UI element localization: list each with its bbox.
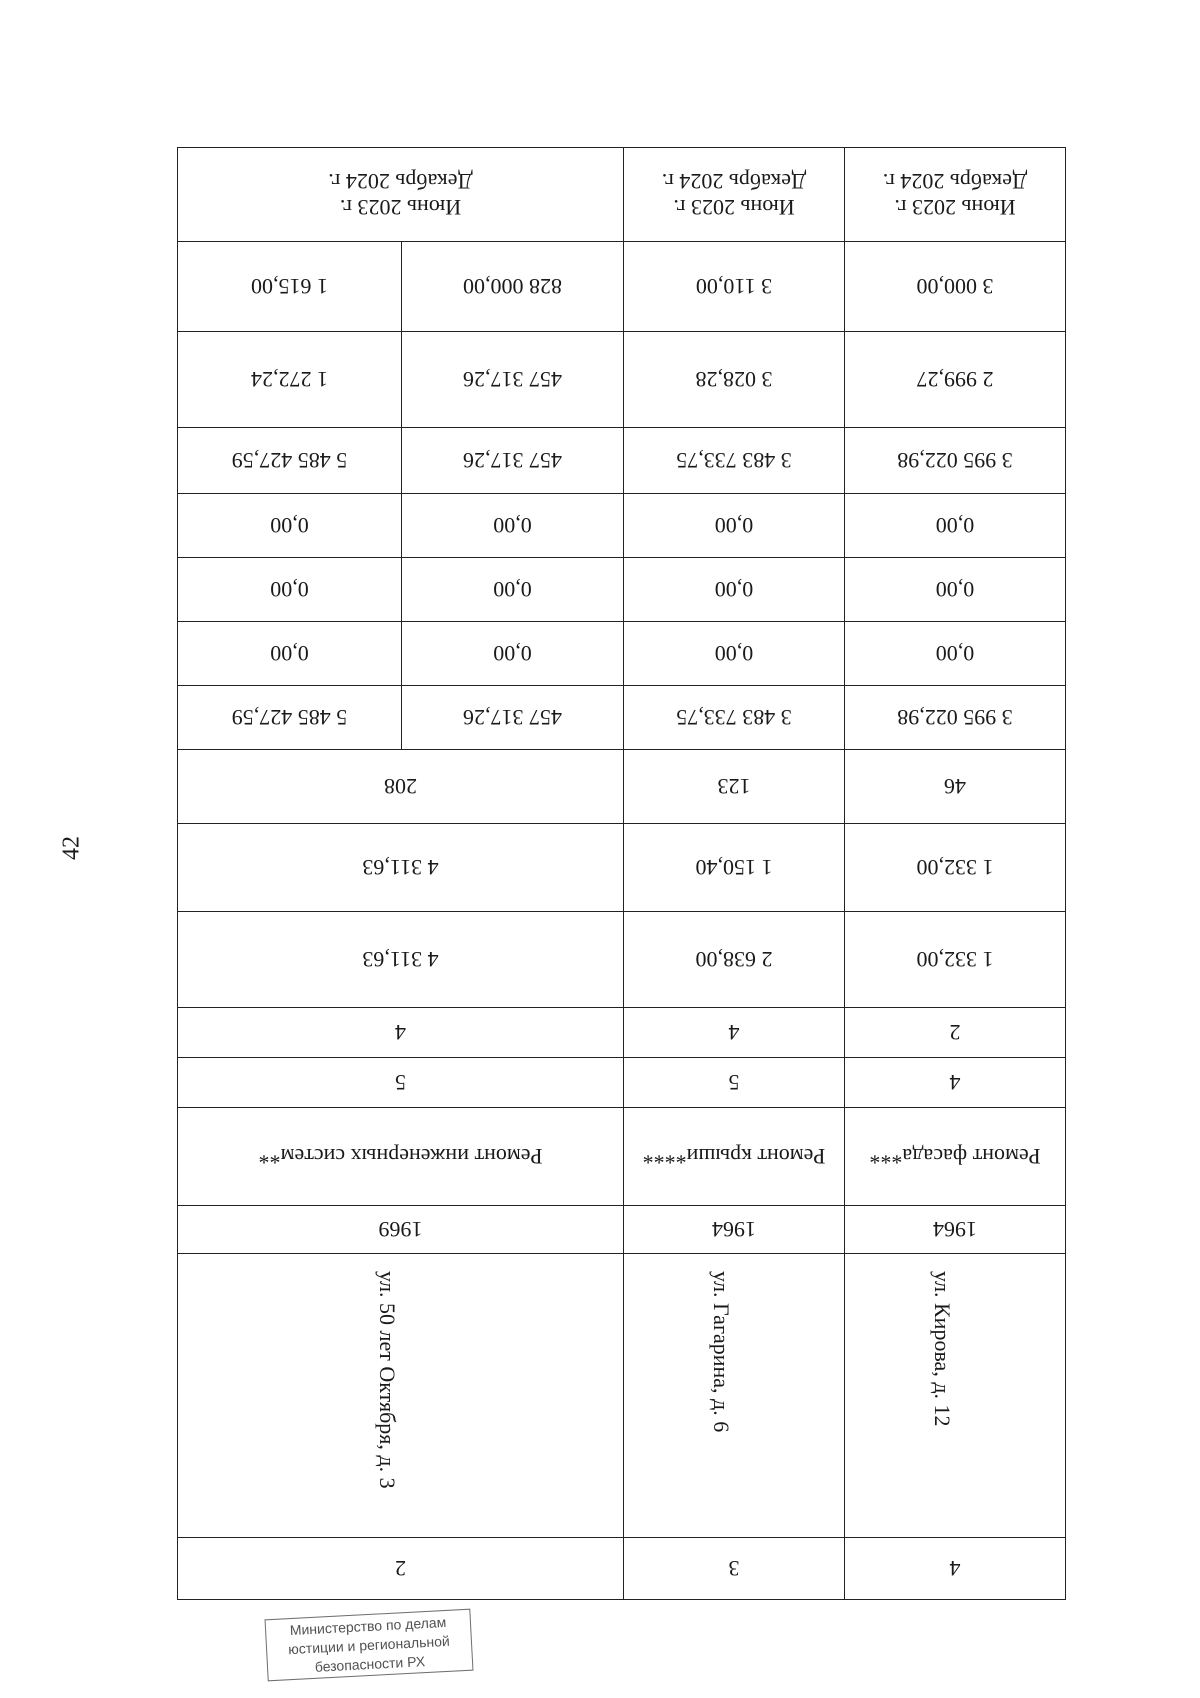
cell-col8: 1 150,40	[624, 824, 845, 912]
cell-year: 1969	[178, 1206, 624, 1254]
row-col8	[178, 824, 1066, 912]
row-zero1	[178, 622, 1066, 686]
row-address	[178, 1254, 1066, 1538]
cell-address	[845, 1254, 1066, 1538]
cell-work-type: Ремонт фасада***	[845, 1108, 1066, 1206]
row-col6	[178, 1008, 1066, 1058]
period-start: Июнь 2023 г.	[339, 195, 462, 221]
cell-sum: 457 317,26	[402, 428, 624, 494]
cell-col9: 46	[845, 750, 1066, 824]
address-text: ул. Кирова, д. 12	[930, 1271, 955, 1427]
row-work-type	[178, 1108, 1066, 1206]
cell-col8: 1 332,00	[845, 824, 1066, 912]
cell-col6: 2	[845, 1008, 1066, 1058]
rotated-table	[178, 148, 1066, 1600]
row-zero3	[178, 494, 1066, 558]
cell-index: 2	[178, 1538, 624, 1600]
cell-sum: 3 995 022,98	[845, 428, 1066, 494]
cell-col5: 5	[624, 1058, 845, 1108]
cell-col7: 4 311,63	[178, 912, 624, 1008]
row-col5	[178, 1058, 1066, 1108]
cell-period	[178, 148, 624, 242]
cell-zero: 0,00	[624, 558, 845, 622]
cell-col7: 1 332,00	[845, 912, 1066, 1008]
cell-col9: 208	[178, 750, 624, 824]
row-limit-cost	[178, 242, 1066, 332]
cell-col7: 2 638,00	[624, 912, 845, 1008]
cell-spec-cost: 1 272,24	[178, 332, 402, 428]
cell-total: 3 995 022,98	[845, 686, 1066, 750]
cell-sum: 5 485 427,59	[178, 428, 402, 494]
cell-limit-cost: 3 000,00	[845, 242, 1066, 332]
cell-col8: 4 311,63	[178, 824, 624, 912]
row-total	[178, 686, 1066, 750]
period-start: Июнь 2023 г.	[894, 195, 1016, 221]
page-number: 42	[58, 836, 85, 860]
cell-col6: 4	[624, 1008, 845, 1058]
cell-spec-cost: 3 028,28	[624, 332, 845, 428]
cell-period	[845, 148, 1066, 242]
row-sum	[178, 428, 1066, 494]
cell-work-type: Ремонт крыши****	[624, 1108, 845, 1206]
cell-zero: 0,00	[178, 558, 402, 622]
cell-address	[178, 1254, 624, 1538]
cell-year: 1964	[624, 1206, 845, 1254]
cell-index: 3	[624, 1538, 845, 1600]
ministry-stamp	[265, 1609, 474, 1682]
cell-col5: 4	[845, 1058, 1066, 1108]
cell-limit-cost: 1 615,00	[178, 242, 402, 332]
cell-spec-cost: 2 999,27	[845, 332, 1066, 428]
cell-work-type: Ремонт инженерных систем**	[178, 1108, 624, 1206]
work-schedule-table-container	[178, 148, 1066, 1600]
period-end: Декабрь 2024 г.	[661, 169, 807, 195]
period-end: Декабрь 2024 г.	[328, 169, 473, 195]
cell-limit-cost: 3 110,00	[624, 242, 845, 332]
cell-zero: 0,00	[402, 558, 624, 622]
cell-zero: 0,00	[624, 622, 845, 686]
cell-index: 4	[845, 1538, 1066, 1600]
cell-zero: 0,00	[178, 494, 402, 558]
row-col7	[178, 912, 1066, 1008]
cell-address	[624, 1254, 845, 1538]
row-spec-cost	[178, 332, 1066, 428]
cell-sum: 3 483 733,75	[624, 428, 845, 494]
stamp-line: юстиции и региональной	[287, 1632, 451, 1658]
address-text: ул. Гагарина, д. 6	[709, 1271, 734, 1433]
cell-zero: 0,00	[402, 622, 624, 686]
row-col9	[178, 750, 1066, 824]
cell-zero: 0,00	[178, 622, 402, 686]
cell-total: 457 317,26	[402, 686, 624, 750]
cell-zero: 0,00	[845, 622, 1066, 686]
address-text: ул. 50 лет Октября, д. 3	[375, 1271, 401, 1489]
row-index	[178, 1538, 1066, 1600]
cell-col5: 5	[178, 1058, 624, 1108]
row-period	[178, 148, 1066, 242]
cell-col6: 4	[178, 1008, 624, 1058]
cell-spec-cost: 457 317,26	[402, 332, 624, 428]
cell-period	[624, 148, 845, 242]
cell-total: 3 483 733,75	[624, 686, 845, 750]
cell-year: 1964	[845, 1206, 1066, 1254]
period-start: Июнь 2023 г.	[673, 195, 795, 221]
period-end: Декабрь 2024 г.	[882, 169, 1028, 195]
row-year	[178, 1206, 1066, 1254]
stamp-line: безопасности РХ	[314, 1653, 426, 1675]
cell-zero: 0,00	[845, 558, 1066, 622]
cell-total: 5 485 427,59	[178, 686, 402, 750]
cell-zero: 0,00	[624, 494, 845, 558]
cell-limit-cost: 828 000,00	[402, 242, 624, 332]
cell-zero: 0,00	[845, 494, 1066, 558]
stamp-line: Министерство по делам	[289, 1613, 447, 1639]
cell-col9: 123	[624, 750, 845, 824]
row-zero2	[178, 558, 1066, 622]
cell-zero: 0,00	[402, 494, 624, 558]
work-schedule-table	[177, 147, 1066, 1600]
